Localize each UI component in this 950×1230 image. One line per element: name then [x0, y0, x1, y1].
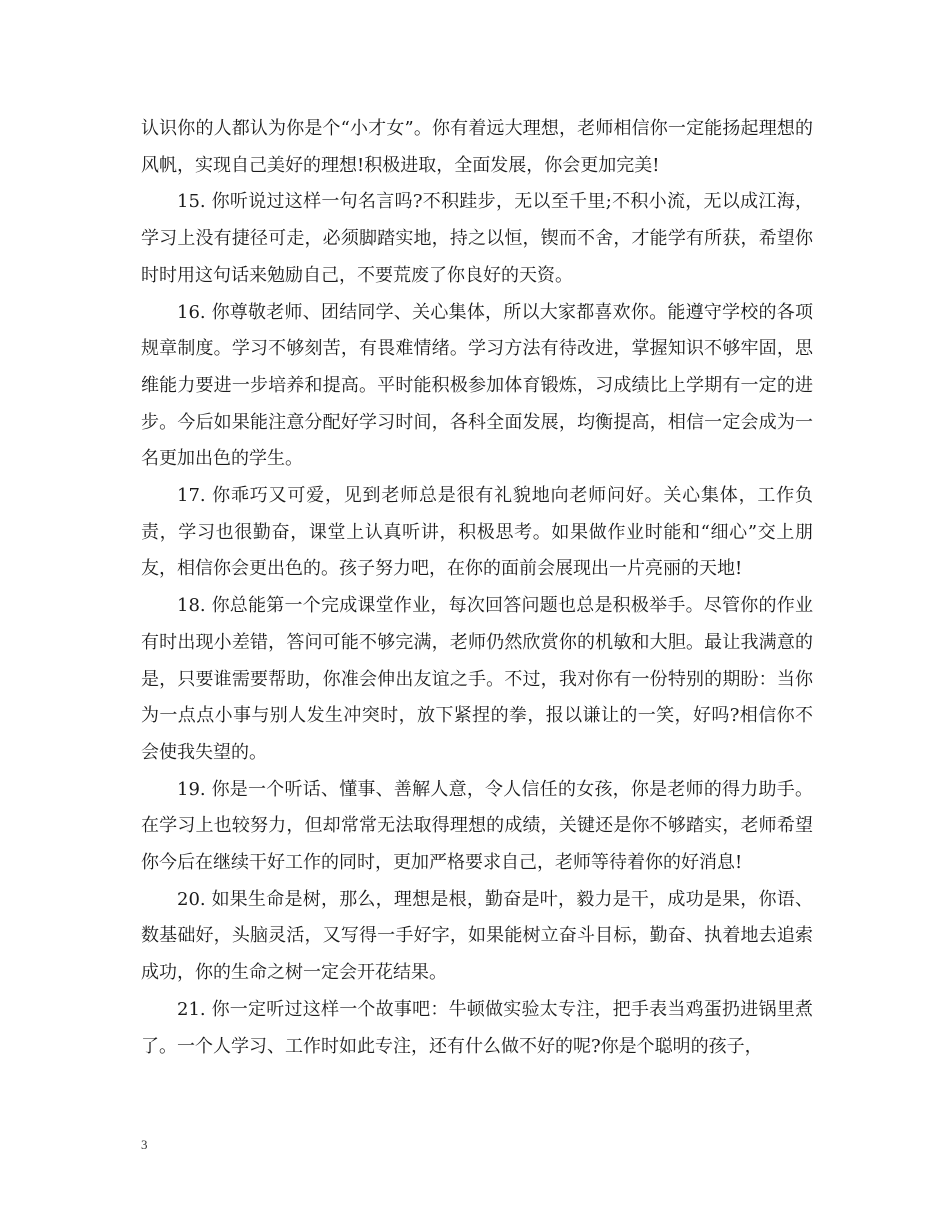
paragraph-19: 19. 你是一个听话、懂事、善解人意，令人信任的女孩，你是老师的得力助手。在学习上也较努力，但却常常无法取得理想的成绩，关键还是你不够踏实，老师希望你今后在继续干好工作的同时，更加严格要求自己，老师等待着你的好消息!	[141, 778, 813, 874]
paragraph-17: 17. 你乖巧又可爱，见到老师总是很有礼貌地向老师问好。关心集体，工作负责，学习也很勤奋，课堂上认真听讲，积极思考。如果做作业时能和“细心”交上朋友，相信你会更出色的。孩子努力吧，在你的面前会展现出一片亮丽的天地!	[141, 485, 813, 580]
paragraph-15: 15. 你听说过这样一句名言吗?不积跬步，无以至千里;不积小流，无以成江海，学习上没有捷径可走，必须脚踏实地，持之以恒，锲而不舍，才能学有所获，希望你时时用这句话来勉励自己，不要荒废了你良好的天资。	[141, 191, 813, 286]
paragraph-16: 16. 你尊敬老师、团结同学、关心集体，所以大家都喜欢你。能遵守学校的各项规章制度。学习不够刻苦，有畏难情绪。学习方法有待改进，掌握知识不够牢固，思维能力要进一步培养和提高。平时能积极参加体育锻炼，习成绩比上学期有一定的进步。今后如果能注意分配好学习时间，各科全面发展，均衡提高，相信一定会成为一名更加出色的学生。	[141, 301, 813, 470]
paragraph-21: 21. 你一定听过这样一个故事吧：牛顿做实验太专注，把手表当鸡蛋扔进锅里煮了。一个人学习、工作时如此专注，还有什么做不好的呢?你是个聪明的孩子，	[141, 998, 813, 1057]
document-body	[141, 111, 813, 1065]
paragraph-continuation: 认识你的人都认为你是个“小才女”。你有着远大理想，老师相信你一定能扬起理想的风帆，实现自己美好的理想!积极进取，全面发展，你会更加完美!	[141, 118, 813, 176]
paragraph-20: 20. 如果生命是树，那么，理想是根，勤奋是叶，毅力是干，成功是果，你语、数基础好，头脑灵活，又写得一手好字，如果能树立奋斗目标，勤奋、执着地去追索成功，你的生命之树一定会开花结果。	[141, 888, 813, 984]
page-number: 3	[141, 1137, 148, 1152]
paragraph-18: 18. 你总能第一个完成课堂作业，每次回答问题也总是积极举手。尽管你的作业有时出现小差错，答问可能不够完满，老师仍然欣赏你的机敏和大胆。最让我满意的是，只要谁需要帮助，你准会伸出友谊之手。不过，我对你有一份特别的期盼：当你为一点点小事与别人发生冲突时，放下紧捏的拳，报以谦让的一笑，好吗?相信你不会使我失望的。	[141, 595, 813, 763]
